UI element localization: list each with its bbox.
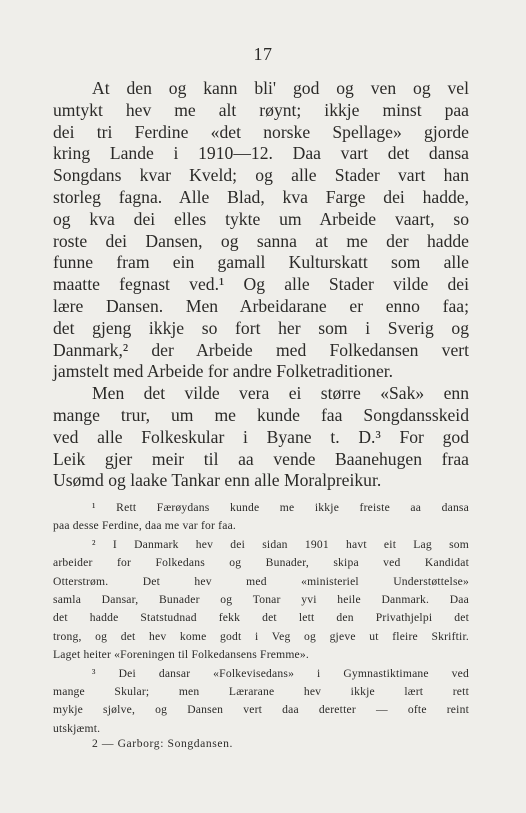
body-line: lære Dansen. Men Arbeidarane er enno faa; bbox=[53, 295, 469, 316]
page-number: 17 bbox=[253, 44, 273, 64]
signature-line: 2 — Garborg: Songdansen. bbox=[92, 737, 234, 750]
body-line: og kva dei elles tykte um Arbeide vaart, so bbox=[53, 208, 469, 229]
footnote-line: trong, og det hev kome godt i Veg og gjeve ut fleire Skriftir. bbox=[53, 629, 469, 643]
body-line: umtykt hev me alt røynt; ikkje minst paa bbox=[53, 99, 469, 120]
body-line: Usømd og laake Tankar enn alle Moralpreikur. bbox=[53, 470, 382, 491]
body-line: dei tri Ferdine «det norske Spellage» gjorde bbox=[53, 121, 469, 142]
footnote-line: paa desse Ferdine, daa me var for faa. bbox=[53, 519, 237, 533]
body-line: storleg fagna. Alle Blad, kva Farge dei hadde, bbox=[53, 186, 469, 207]
body-line: Men det vilde vera ei større «Sak» enn bbox=[92, 383, 469, 404]
body-line: funne fram ein gamall Kulturskatt som alle bbox=[53, 252, 469, 273]
body-line: roste dei Dansen, og sanna at me der hadde bbox=[53, 230, 469, 251]
footnote-line: mange Skular; men Lærarane hev ikkje lært rett bbox=[53, 685, 469, 699]
footnote-line: det hadde Statstudnad fekk det lett den Privathjelpi det bbox=[53, 611, 469, 625]
footnote-line: ¹ Rett Færøydans kunde me ikkje freiste aa dansa bbox=[92, 501, 469, 514]
footnote-line: ³ Dei dansar «Folkevisedans» i Gymnastiktimane ved bbox=[92, 666, 469, 680]
footnote-line: ² I Danmark hev dei sidan 1901 havt eit Lag som bbox=[92, 537, 469, 551]
body-line: Songdans kvar Kveld; og alle Stader vart han bbox=[53, 165, 469, 186]
body-line: Leik gjer meir til aa vende Baanehugen fraa bbox=[53, 448, 469, 469]
footnote-line: samla Dansar, Bunader og Tonar yvi heile Danmark. Daa bbox=[53, 593, 469, 607]
footnote-line: arbeider for Folkedans og Bunader, skipa ved Kandidat bbox=[53, 556, 469, 570]
footnotes bbox=[53, 499, 469, 738]
footnote-line: Laget heiter «Foreningen til Folkedansens Fremme». bbox=[53, 648, 309, 662]
footnote-line: Otterstrøm. Det hev med «ministeriel Understøttelse» bbox=[53, 574, 469, 588]
body-line: kring Lande i 1910—12. Daa vart det dansa bbox=[53, 143, 469, 164]
body-line: jamstelt med Arbeide for andre Folketraditioner. bbox=[53, 361, 394, 382]
body-line: ved alle Folkeskular i Byane t. D.³ For god bbox=[53, 426, 469, 447]
body-line: maatte fegnast ved.¹ Og alle Stader vilde dei bbox=[53, 274, 469, 295]
footnote-line: utskjæmt. bbox=[53, 721, 101, 735]
body-line: mange trur, um me kunde faa Songdansskeid bbox=[53, 404, 469, 425]
body-line: At den og kann bli' god og ven og vel bbox=[92, 78, 469, 98]
body-line: det gjeng ikkje so fort her som i Sverig og bbox=[53, 317, 469, 338]
body-line: Danmark,² der Arbeide med Folkedansen vert bbox=[53, 339, 469, 360]
body-text bbox=[53, 78, 469, 492]
footnote-line: mykje sjølve, og Dansen vert daa deretter — ofte reint bbox=[53, 703, 469, 717]
